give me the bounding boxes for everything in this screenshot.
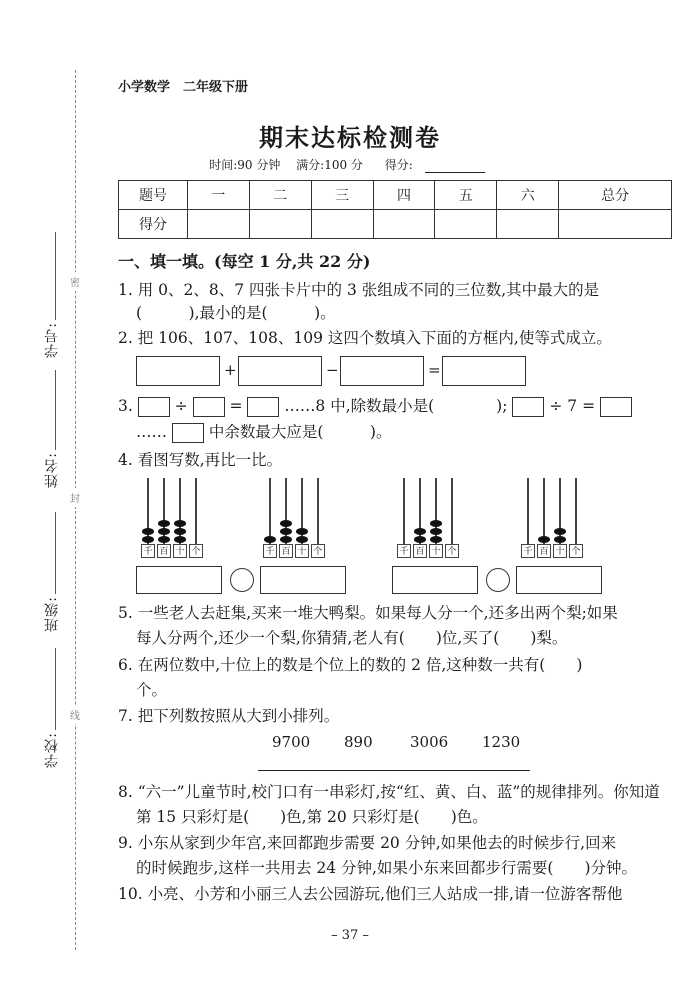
- abacus-bead: [554, 528, 566, 535]
- abacus-place-label: 十: [429, 544, 443, 558]
- answer-box[interactable]: [600, 397, 632, 417]
- seal-mark-xian: 线: [70, 705, 80, 724]
- school-line[interactable]: [55, 648, 56, 730]
- seal-mark-mi: 密: [70, 272, 80, 291]
- divide-sign: ÷: [174, 397, 188, 415]
- book-header: 小学数学 二年级下册: [118, 80, 249, 95]
- table-cell: 四: [373, 181, 435, 210]
- divide-sign: ÷: [549, 397, 563, 415]
- question-5-line-2: 每人分两个,还少一个梨,你猜猜,老人有( )位,买了( )梨。: [136, 629, 568, 647]
- abacus-place-label: 百: [157, 544, 171, 558]
- score-cell[interactable]: [188, 210, 250, 239]
- abacus-rod: [527, 478, 529, 544]
- abacus-figure: [396, 478, 460, 562]
- abacus-place-label: 十: [553, 544, 567, 558]
- abacus-place-label: 千: [521, 544, 535, 558]
- abacus-place-label: 十: [295, 544, 309, 558]
- abacus-bead: [280, 520, 292, 527]
- exam-meta: [0, 156, 700, 173]
- question-8-line-2: 第 15 只彩灯是( )色,第 20 只彩灯是( )色。: [136, 808, 488, 826]
- abacus-place-label: 十: [173, 544, 187, 558]
- abacus-place-label: 百: [279, 544, 293, 558]
- score-table: [118, 180, 672, 239]
- score-table-score-row: [119, 210, 672, 239]
- abacus-rod: [269, 478, 271, 544]
- abacus-bead: [158, 536, 170, 543]
- name-line[interactable]: [55, 370, 56, 450]
- abacus-bead: [296, 536, 308, 543]
- table-cell: 题号: [119, 181, 188, 210]
- abacus-bead: [538, 536, 550, 543]
- class-label: 班级:: [44, 596, 60, 632]
- ellipsis: ……: [136, 423, 167, 441]
- question-3-line-2: [136, 422, 391, 443]
- abacus-bead: [142, 536, 154, 543]
- score-label: 得分:: [384, 158, 413, 172]
- abacus-place-label: 个: [311, 544, 325, 558]
- minus-sign: −: [326, 361, 339, 379]
- abacus-bead: [142, 528, 154, 535]
- score-cell[interactable]: [311, 210, 373, 239]
- abacus-bead: [554, 536, 566, 543]
- abacus-place-label: 个: [445, 544, 459, 558]
- time-limit: 时间:90 分钟: [209, 158, 281, 172]
- abacus-figure: [140, 478, 204, 562]
- compare-circle[interactable]: [486, 568, 510, 592]
- question-5-line-1: 5. 一些老人去赶集,买来一堆大鸭梨。如果每人分一个,还多出两个梨;如果: [118, 604, 618, 622]
- number-item: 9700: [272, 733, 311, 751]
- abacus-rod: [195, 478, 197, 544]
- abacus-rod: [317, 478, 319, 544]
- full-score: 满分:100 分: [296, 158, 363, 172]
- question-10-line-1: 10. 小亮、小芳和小丽三人去公园游玩,他们三人站成一排,请一位游客帮他: [118, 885, 623, 903]
- abacus-rod: [543, 478, 545, 544]
- question-3-line-1: [118, 396, 632, 417]
- score-field: [379, 158, 491, 172]
- abacus-bead: [158, 528, 170, 535]
- abacus-bead: [174, 536, 186, 543]
- abacus-bead: [158, 520, 170, 527]
- question-4-text: 4. 看图写数,再比一比。: [118, 451, 283, 469]
- answer-box[interactable]: [516, 566, 602, 594]
- answer-box[interactable]: [172, 423, 204, 443]
- abacus-place-label: 个: [189, 544, 203, 558]
- answer-line[interactable]: [258, 770, 530, 771]
- score-table-header-row: [119, 181, 672, 210]
- abacus-place-label: 百: [537, 544, 551, 558]
- abacus-bead: [280, 528, 292, 535]
- number-item: 3006: [410, 733, 449, 751]
- abacus-place-label: 千: [141, 544, 155, 558]
- answer-box[interactable]: [340, 356, 424, 386]
- score-blank[interactable]: [425, 160, 485, 173]
- name-label: 姓名:: [44, 452, 60, 488]
- score-cell[interactable]: [249, 210, 311, 239]
- answer-box[interactable]: [392, 566, 478, 594]
- abacus-bead: [296, 528, 308, 535]
- question-8-line-1: 8. “六一”儿童节时,校门口有一串彩灯,按“红、黄、白、蓝”的规律排列。你知道: [118, 783, 660, 801]
- answer-box[interactable]: [136, 566, 222, 594]
- seal-mark-feng: 封: [70, 488, 80, 507]
- abacus-place-label: 百: [413, 544, 427, 558]
- table-cell: 得分: [119, 210, 188, 239]
- answer-box[interactable]: [193, 397, 225, 417]
- page-number: – 37 –: [331, 928, 369, 943]
- compare-circle[interactable]: [230, 568, 254, 592]
- abacus-rod: [403, 478, 405, 544]
- answer-box[interactable]: [247, 397, 279, 417]
- abacus-bead: [414, 536, 426, 543]
- page-title: 期末达标检测卷: [259, 124, 441, 152]
- question-2-text: 2. 把 106、107、108、109 这四个数填入下面的方框内,使等式成立。: [118, 329, 612, 347]
- score-cell[interactable]: [559, 210, 672, 239]
- score-cell[interactable]: [373, 210, 435, 239]
- question-1-line-1: 1. 用 0、2、8、7 四张卡片中的 3 张组成不同的三位数,其中最大的是: [118, 281, 600, 299]
- question-7-text: 7. 把下列数按照从大到小排列。: [118, 707, 340, 725]
- section-heading: 一、填一填。(每空 1 分,共 22 分): [118, 252, 371, 271]
- abacus-place-label: 个: [569, 544, 583, 558]
- student-id-label: 学号:: [44, 322, 60, 358]
- table-cell: 六: [497, 181, 559, 210]
- abacus-figure: [520, 478, 584, 562]
- abacus-bead: [264, 536, 276, 543]
- equals-sign: =: [428, 361, 441, 379]
- equals-sign: =: [582, 397, 596, 415]
- abacus-bead: [174, 528, 186, 535]
- binding-dashed-line: [75, 70, 76, 950]
- school-label: 学校:: [44, 732, 60, 768]
- number-item: 890: [344, 733, 373, 751]
- question-6-line-2: 个。: [136, 681, 168, 699]
- answer-box[interactable]: [260, 566, 346, 594]
- question-9-line-2: 的时候跑步,这样一共用去 24 分钟,如果小东来回都步行需要( )分钟。: [136, 859, 638, 877]
- abacus-bead: [280, 536, 292, 543]
- table-cell: 一: [188, 181, 250, 210]
- abacus-place-label: 千: [397, 544, 411, 558]
- abacus-rod: [451, 478, 453, 544]
- abacus-figure: [262, 478, 326, 562]
- student-id-line[interactable]: [55, 232, 56, 320]
- score-cell[interactable]: [435, 210, 497, 239]
- question-3-text-2: 中余数最大应是( )。: [208, 423, 392, 441]
- table-cell: 二: [249, 181, 311, 210]
- abacus-bead: [414, 528, 426, 535]
- divisor-seven: 7: [567, 397, 578, 415]
- answer-box[interactable]: [512, 397, 544, 417]
- number-item: 1230: [482, 733, 521, 751]
- answer-box[interactable]: [138, 397, 170, 417]
- abacus-bead: [430, 520, 442, 527]
- table-cell: 三: [311, 181, 373, 210]
- class-line[interactable]: [55, 512, 56, 594]
- table-cell: 总分: [559, 181, 672, 210]
- plus-sign: +: [224, 361, 237, 379]
- abacus-bead: [430, 528, 442, 535]
- score-cell[interactable]: [497, 210, 559, 239]
- question-1-line-2: ( ),最小的是( )。: [136, 304, 336, 322]
- answer-box[interactable]: [442, 356, 526, 386]
- abacus-rod: [575, 478, 577, 544]
- question-3-text: ……8 中,除数最小是( );: [284, 397, 508, 415]
- question-number: 3.: [118, 397, 133, 415]
- answer-box[interactable]: [238, 356, 322, 386]
- answer-box[interactable]: [136, 356, 220, 386]
- table-cell: 五: [435, 181, 497, 210]
- abacus-bead: [430, 536, 442, 543]
- question-6-line-1: 6. 在两位数中,十位上的数是个位上的数的 2 倍,这种数一共有( ): [118, 656, 583, 674]
- abacus-place-label: 千: [263, 544, 277, 558]
- abacus-bead: [174, 520, 186, 527]
- question-9-line-1: 9. 小东从家到少年宫,来回都跑步需要 20 分钟,如果他去的时候步行,回来: [118, 834, 617, 852]
- equals-sign: =: [229, 397, 243, 415]
